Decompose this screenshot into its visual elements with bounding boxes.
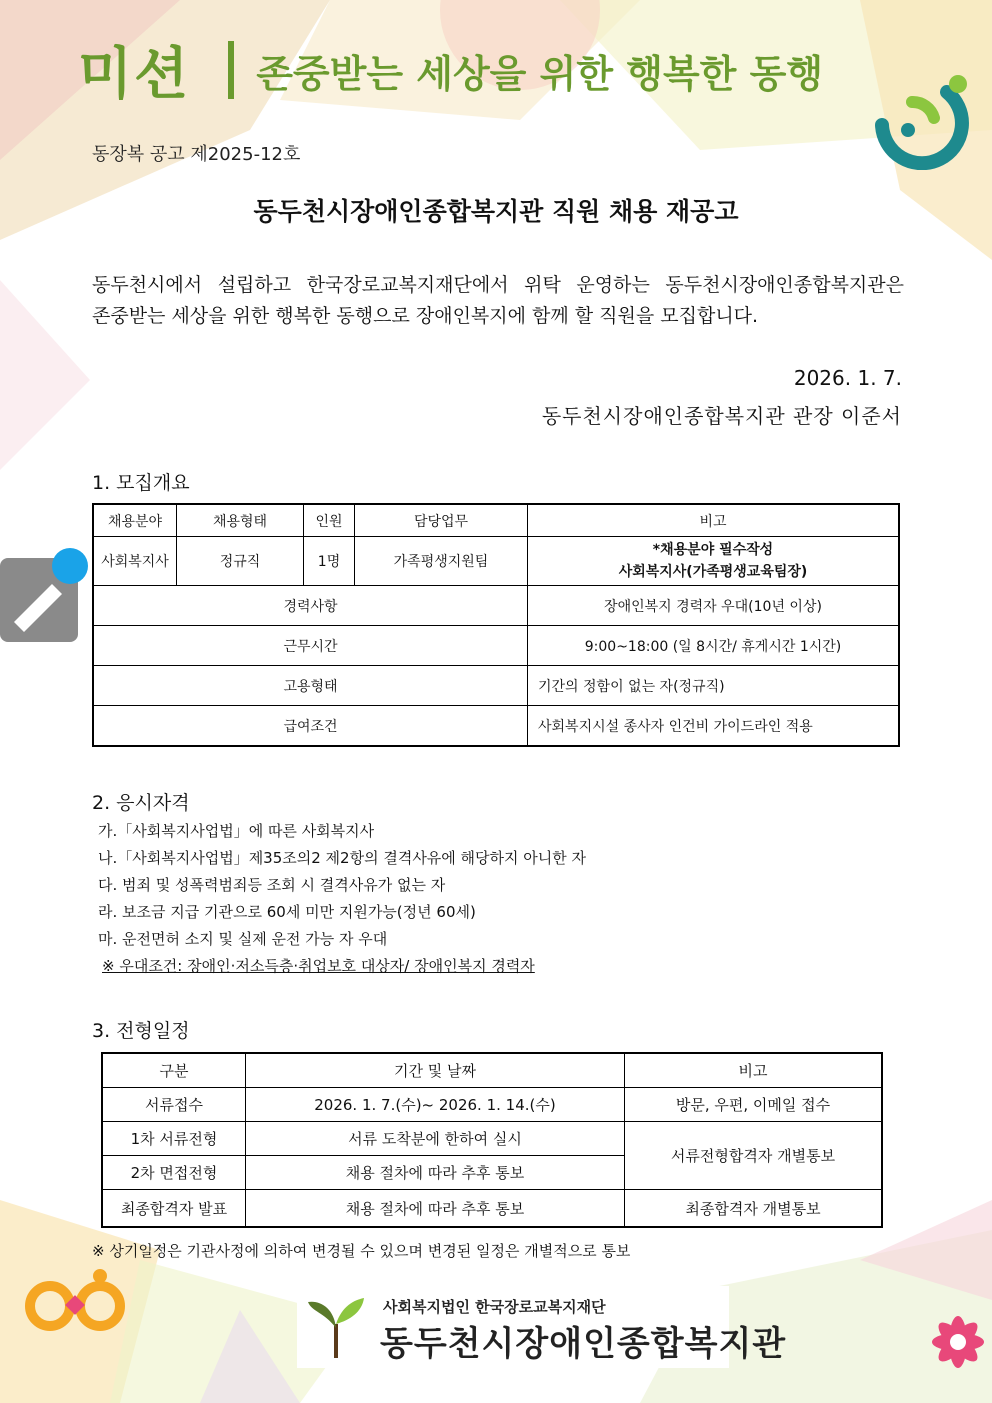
table-row xyxy=(93,706,899,747)
notice-number: 동장복 공고 제2025-12호 xyxy=(92,144,301,165)
table-header: 비고 xyxy=(528,504,900,537)
table-cell: 최종합격자 개별통보 xyxy=(625,1190,883,1228)
section-heading: 3. 전형일정 xyxy=(92,1020,190,1042)
detail-value: 사회복지시설 종사자 인건비 가이드라인 적용 xyxy=(528,706,900,747)
table-cell: 정규직 xyxy=(177,537,304,586)
intro-line: 동두천시에서 설립하고 한국장로교복지재단에서 위탁 운영하는 동두천시장애인종합복지관은 xyxy=(92,274,904,296)
note-line: *채용분야 필수작성 xyxy=(652,542,774,558)
table-row xyxy=(102,1122,882,1156)
table-row xyxy=(93,537,899,586)
table-cell: 방문, 우편, 이메일 접수 xyxy=(625,1088,883,1122)
intro-paragraph xyxy=(92,270,904,332)
detail-value: 장애인복지 경력자 우대(10년 이상) xyxy=(528,586,900,626)
detail-label: 경력사항 xyxy=(93,586,528,626)
table-row xyxy=(93,666,899,706)
table-cell: 채용 절차에 따라 추후 통보 xyxy=(246,1190,625,1228)
table-row xyxy=(93,504,899,537)
table-row xyxy=(93,586,899,626)
list-item: 마. 운전면허 소지 및 실제 운전 가능 자 우대 xyxy=(98,930,388,948)
table-header: 채용분야 xyxy=(93,504,177,537)
list-item: 다. 범죄 및 성폭력범죄등 조회 시 결격사유가 없는 자 xyxy=(98,876,446,894)
pencil-icon xyxy=(0,548,92,643)
detail-value: 기간의 정함이 없는 자(정규직) xyxy=(528,666,900,706)
detail-value: 9:00~18:00 (일 8시간/ 휴게시간 1시간) xyxy=(528,626,900,666)
qualification-list xyxy=(98,818,586,980)
footer-foundation: 사회복지법인 한국장로교복지재단 xyxy=(383,1298,606,1316)
table-cell: 최종합격자 발표 xyxy=(102,1190,246,1228)
list-item: 나.「사회복지사업법」제35조의2 제2항의 결격사유에 해당하지 아니한 자 xyxy=(98,849,587,867)
section-heading: 1. 모집개요 xyxy=(92,472,190,494)
table-header: 구분 xyxy=(102,1053,246,1088)
intro-line: 존중받는 세상을 위한 행복한 동행으로 장애인복지에 함께 할 직원을 모집합니다. xyxy=(92,305,759,327)
table-cell: 가족평생지원팀 xyxy=(355,537,528,586)
page-title: 동두천시장애인종합복지관 직원 채용 재공고 xyxy=(253,197,739,226)
list-item: 라. 보조금 지급 기관으로 60세 미만 지원가능(정년 60세) xyxy=(98,903,476,921)
mission-header xyxy=(78,30,823,110)
footer-org-name: 동두천시장애인종합복지관 xyxy=(380,1324,787,1364)
mission-text: 존중받는 세상을 위한 행복한 동행 xyxy=(256,51,824,96)
table-cell: 서류접수 xyxy=(102,1088,246,1122)
detail-label: 급여조건 xyxy=(93,706,528,747)
detail-label: 고용형태 xyxy=(93,666,528,706)
schedule-table xyxy=(101,1052,883,1228)
table-row xyxy=(102,1088,882,1122)
table-cell: 서류전형합격자 개별통보 xyxy=(625,1122,883,1190)
table-cell: 1차 서류전형 xyxy=(102,1122,246,1156)
table-cell: 채용 절차에 따라 추후 통보 xyxy=(246,1156,625,1190)
table-cell: 2차 면접전형 xyxy=(102,1156,246,1190)
preference-text: ※ 우대조건: 장애인·저소득층·취업보호 대상자/ 장애인복지 경력자 xyxy=(102,957,535,975)
sprout-logo-icon xyxy=(306,1294,366,1360)
detail-label: 근무시간 xyxy=(93,626,528,666)
schedule-footnote: ※ 상기일정은 기관사정에 의하여 변경될 수 있으며 변경된 일정은 개별적으로 통보 xyxy=(92,1242,631,1260)
signer: 동두천시장애인종합복지관 관장 이준서 xyxy=(541,404,902,428)
list-item: 가.「사회복지사업법」에 따른 사회복지사 xyxy=(98,822,375,840)
infinity-icon xyxy=(20,1266,130,1338)
table-header: 채용형태 xyxy=(177,504,304,537)
table-row xyxy=(93,626,899,666)
notice-date: 2026. 1. 7. xyxy=(793,366,902,390)
mission-divider xyxy=(228,41,234,99)
flower-icon xyxy=(906,1290,992,1390)
table-header: 비고 xyxy=(625,1053,883,1088)
table-header: 기간 및 날짜 xyxy=(246,1053,625,1088)
mission-label: 미션 xyxy=(78,42,191,107)
note-cell xyxy=(528,537,900,586)
table-row xyxy=(102,1053,882,1088)
note-line: 사회복지사(가족평생교육팀장) xyxy=(618,564,808,580)
preference-note xyxy=(98,953,586,980)
table-cell: 2026. 1. 7.(수)~ 2026. 1. 14.(수) xyxy=(246,1088,625,1122)
table-cell: 1명 xyxy=(304,537,355,586)
table-header: 인원 xyxy=(304,504,355,537)
recruit-overview-table xyxy=(92,503,900,747)
circle-logo-icon xyxy=(872,70,972,170)
section-heading: 2. 응시자격 xyxy=(92,792,190,814)
table-row xyxy=(102,1190,882,1228)
table-cell: 사회복지사 xyxy=(93,537,177,586)
table-header: 담당업무 xyxy=(355,504,528,537)
table-cell: 서류 도착분에 한하여 실시 xyxy=(246,1122,625,1156)
